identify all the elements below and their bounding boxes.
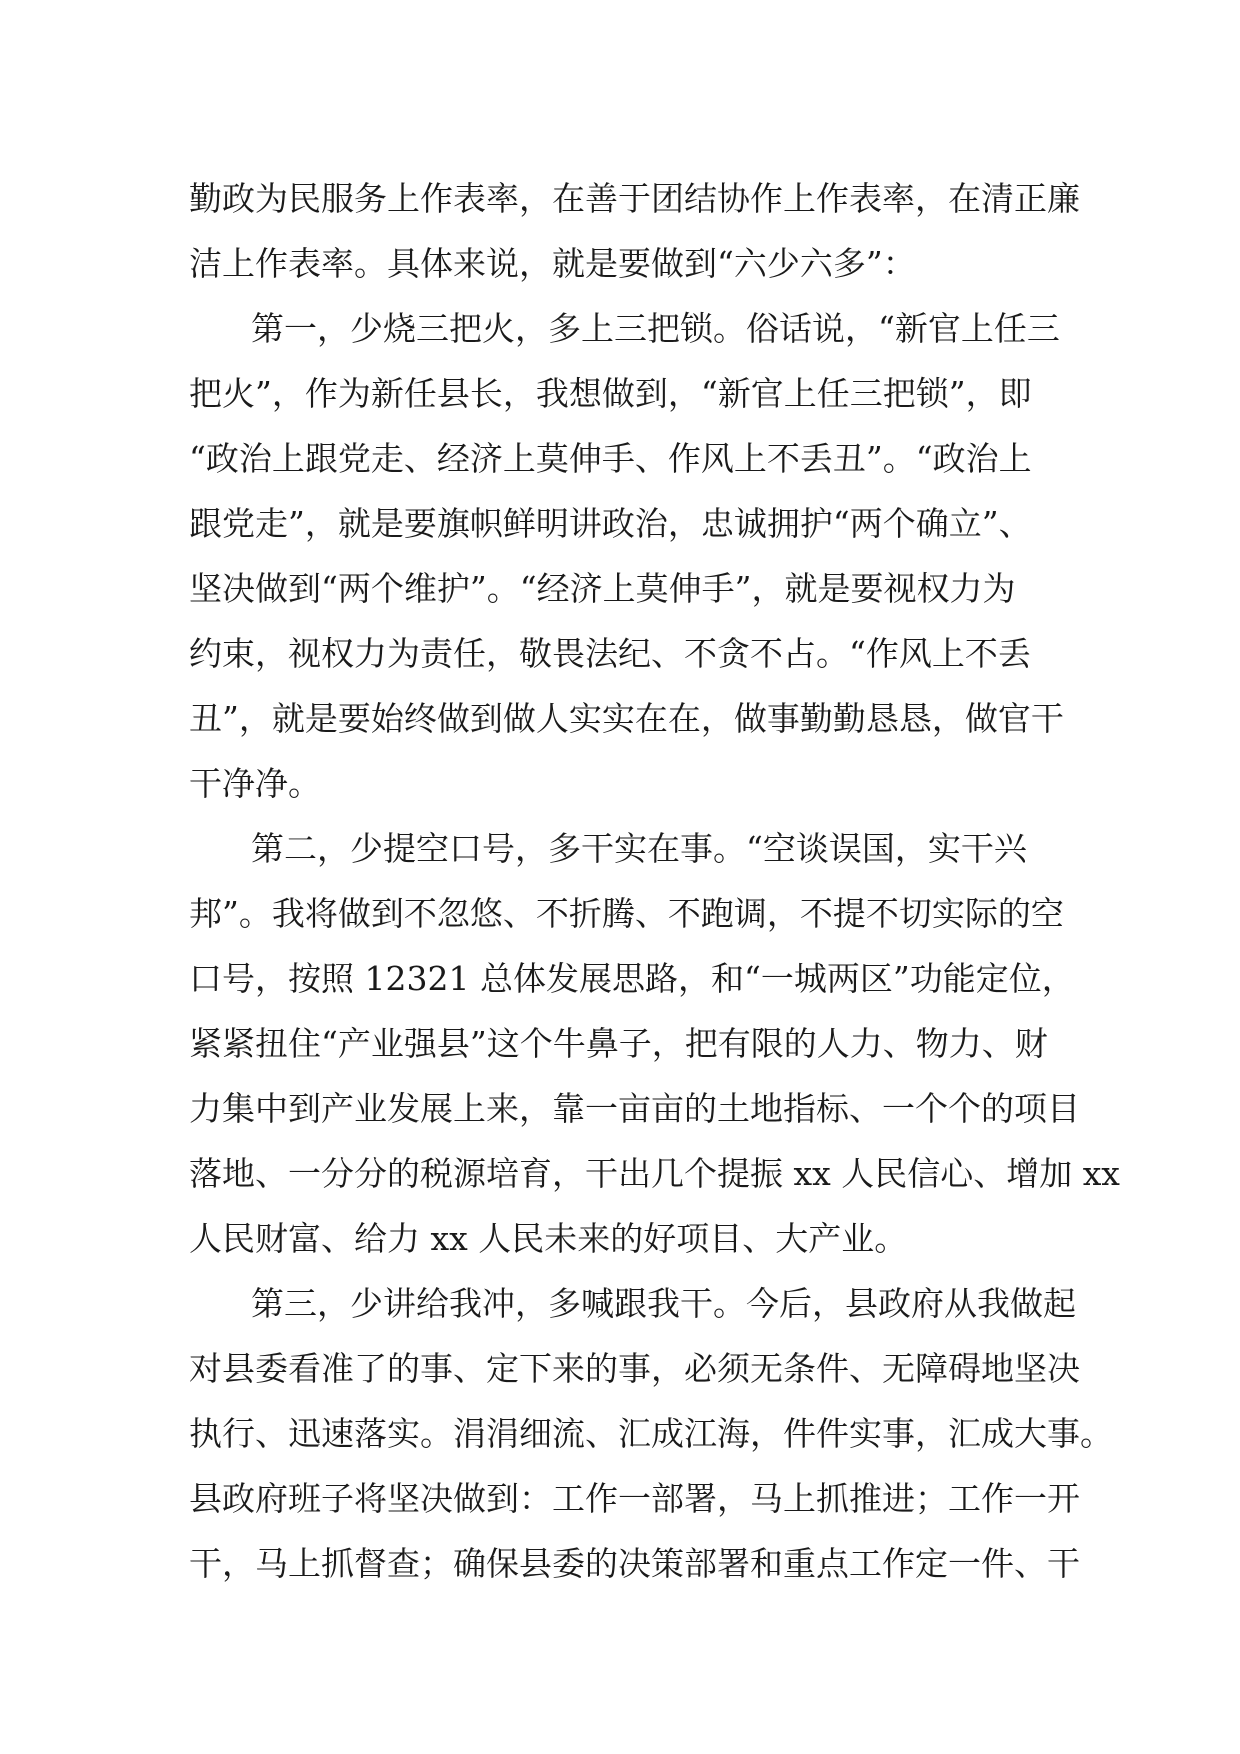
body-text-line: 邦”。我将做到不忽悠、不折腾、不跑调，不提不切实际的空 — [189, 894, 1064, 933]
body-text-line: 丑”，就是要始终做到做人实实在在，做事勤勤恳恳，做官干 — [189, 699, 1064, 738]
body-text-line: 第三，少讲给我冲，多喊跟我干。今后，县政府从我做起 — [251, 1284, 1076, 1323]
body-text-line: 跟党走”，就是要旗帜鲜明讲政治，忠诚拥护“两个确立”、 — [189, 504, 1032, 543]
body-text-line: 干净净。 — [189, 764, 321, 803]
body-text-line: 勤政为民服务上作表率，在善于团结协作上作表率，在清正廉 — [189, 179, 1080, 218]
body-text-line: 把火”，作为新任县长，我想做到，“新官上任三把锁”，即 — [189, 374, 1032, 413]
body-text-line: 紧紧扭住“产业强县”这个牛鼻子，把有限的人力、物力、财 — [189, 1024, 1048, 1063]
body-text-line: 约束，视权力为责任，敬畏法纪、不贪不占。“作风上不丢 — [189, 634, 1031, 673]
body-text-line: 落地、一分分的税源培育，干出几个提振 xx 人民信心、增加 xx — [189, 1154, 1120, 1193]
body-text-line: “政治上跟党走、经济上莫伸手、作风上不丢丑”。“政治上 — [189, 439, 1032, 478]
document-body — [189, 166, 1120, 1596]
body-text-line: 洁上作表率。具体来说，就是要做到“六少六多”： — [189, 244, 916, 283]
body-text-line: 执行、迅速落实。涓涓细流、汇成江海，件件实事，汇成大事。 — [189, 1414, 1113, 1453]
body-text-line: 坚决做到“两个维护”。“经济上莫伸手”，就是要视权力为 — [189, 569, 1016, 608]
body-text-line: 对县委看准了的事、定下来的事，必须无条件、无障碍地坚决 — [189, 1349, 1080, 1388]
body-text-line: 力集中到产业发展上来，靠一亩亩的土地指标、一个个的项目 — [189, 1089, 1080, 1128]
body-text-line: 干，马上抓督查；确保县委的决策部署和重点工作定一件、干 — [189, 1544, 1080, 1583]
body-text-line: 第一，少烧三把火，多上三把锁。俗话说，“新官上任三 — [251, 309, 1060, 348]
body-text-line: 第二，少提空口号，多干实在事。“空谈误国，实干兴 — [251, 829, 1027, 868]
body-text-line: 县政府班子将坚决做到：工作一部署，马上抓推进；工作一开 — [189, 1479, 1080, 1518]
body-text-line: 人民财富、给力 xx 人民未来的好项目、大产业。 — [189, 1219, 908, 1258]
body-text-line: 口号，按照 12321 总体发展思路，和“一城两区”功能定位， — [189, 959, 1075, 998]
